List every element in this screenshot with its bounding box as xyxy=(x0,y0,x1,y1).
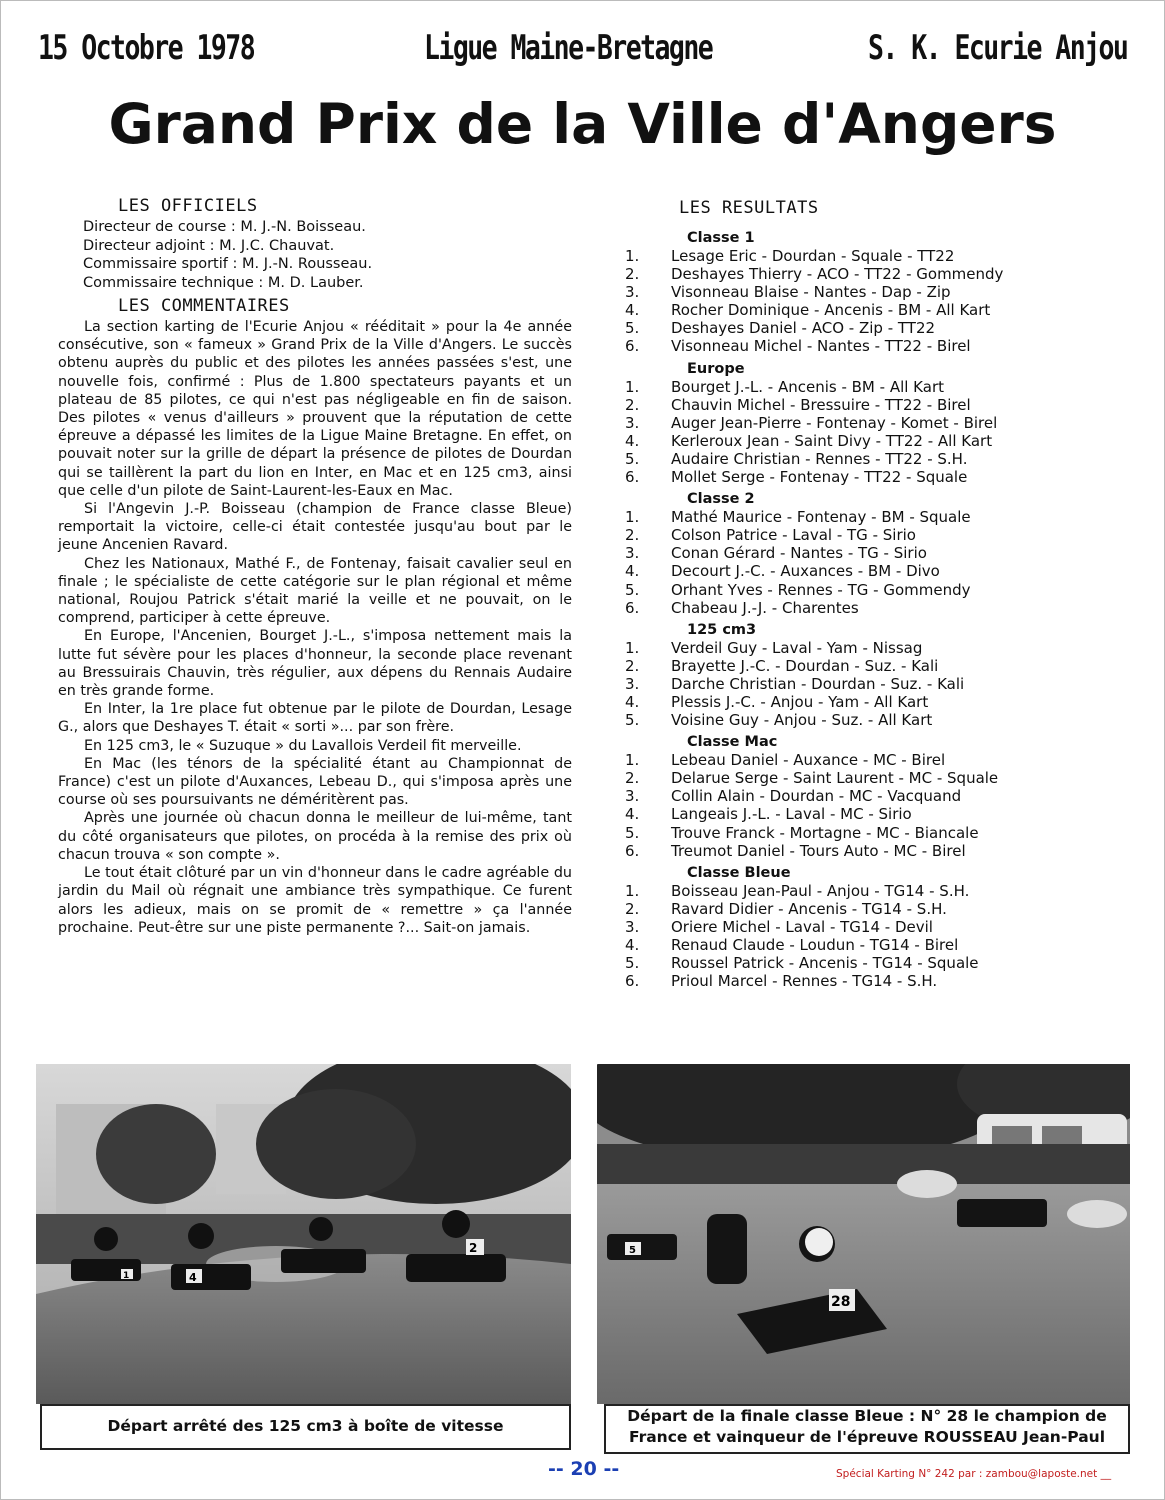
result-row xyxy=(625,824,1095,842)
result-row xyxy=(625,301,1095,319)
result-rank: 4. xyxy=(625,805,640,824)
kart-number: 4 xyxy=(189,1271,197,1284)
result-row xyxy=(625,396,1095,414)
result-entry: Kerleroux Jean - Saint Divy - TT22 - All Kart xyxy=(671,431,993,450)
result-entry: Trouve Franck - Mortagne - MC - Biancale xyxy=(671,823,979,842)
result-row xyxy=(625,693,1095,711)
result-row xyxy=(625,842,1095,860)
result-entry: Bourget J.-L. - Ancenis - BM - All Kart xyxy=(671,377,944,396)
caption-right: Départ de la finale classe Bleue : N° 28 le champion de France et vainqueur de l'épreuve ROUSSEAU Jean-Paul xyxy=(604,1404,1130,1454)
result-rank: 3. xyxy=(625,674,640,693)
comment-paragraph: Chez les Nationaux, Mathé F., de Fontenay, faisait cavalier seul en finale ; le spécialiste de cette catégorie sur le plan régional et même national, Roujou Patrick s'était marié la veille et ne pouvait, on le comprend, participer à cette épreuve. xyxy=(58,555,572,627)
result-row xyxy=(625,319,1095,337)
result-entry: Decourt J.-C. - Auxances - BM - Divo xyxy=(671,562,940,581)
result-entry: Visonneau Blaise - Nantes - Dap - Zip xyxy=(671,283,951,302)
result-entry: Collin Alain - Dourdan - MC - Vacquand xyxy=(671,787,962,806)
comment-paragraph: La section karting de l'Ecurie Anjou « rééditait » pour la 4e année consécutive, son « fameux » Grand Prix de la Ville d'Angers. Le succès obtenu auprès du public et des pilotes les années passées s'est, une nouvelle fois, confirmé : Plus de 1.800 spectateurs payants et un plateau de 85 pilotes, ce qui n'est pas négligeable en fin de saison. Des pilotes « venus d'ailleurs » prouvent que la réputation de cette épreuve a dépassé les limites de la Ligue Maine Bretagne. En effet, on pouvait noter sur la grille de départ la présence de pilotes de Dourdan qui se taillèrent la part du lion en Inter, en Mac et en 125 cm3, ainsi que celle d'un pilote de Saint-Laurent-les-Eaux en Mac. xyxy=(58,319,572,499)
result-rank: 1. xyxy=(625,638,640,657)
result-row xyxy=(625,432,1095,450)
result-row xyxy=(625,450,1095,468)
result-rank: 2. xyxy=(625,769,640,788)
result-row xyxy=(625,265,1095,283)
result-entry: Colson Patrice - Laval - TG - Sirio xyxy=(671,526,916,545)
result-row xyxy=(625,562,1095,580)
result-row xyxy=(625,337,1095,355)
result-entry: Delarue Serge - Saint Laurent - MC - Squale xyxy=(671,769,999,788)
result-row xyxy=(625,711,1095,729)
result-row xyxy=(625,247,1095,265)
result-entry: Brayette J.-C. - Dourdan - Suz. - Kali xyxy=(671,656,939,675)
result-rank: 3. xyxy=(625,413,640,432)
result-entry: Prioul Marcel - Rennes - TG14 - S.H. xyxy=(671,972,938,991)
result-entry: Orhant Yves - Rennes - TG - Gommendy xyxy=(671,580,971,599)
photo-125cc-illustration xyxy=(36,1064,571,1404)
comment-paragraph: Si l'Angevin J.-P. Boisseau (champion de France classe Bleue) remportait la victoire, celle-ci était contestée jusqu'au bout par le jeune Ancenien Ravard. xyxy=(58,501,572,554)
result-rank: 1. xyxy=(625,508,640,527)
result-entry: Darche Christian - Dourdan - Suz. - Kali xyxy=(671,674,965,693)
header-date: 15 Octobre 1978 xyxy=(38,28,255,68)
officials-line: Directeur de course : M. J.-N. Boisseau. xyxy=(83,219,366,235)
result-rank: 2. xyxy=(625,395,640,414)
result-entry: Lebeau Daniel - Auxance - MC - Birel xyxy=(671,751,946,770)
result-entry: Voisine Guy - Anjou - Suz. - All Kart xyxy=(671,711,933,730)
result-entry: Plessis J.-C. - Anjou - Yam - All Kart xyxy=(671,692,929,711)
result-entry: Ravard Didier - Ancenis - TG14 - S.H. xyxy=(671,899,947,918)
result-entry: Verdeil Guy - Laval - Yam - Nissag xyxy=(671,638,923,657)
result-rank: 4. xyxy=(625,936,640,954)
result-entry: Chauvin Michel - Bressuire - TT22 - Birel xyxy=(671,395,971,414)
result-rank: 5. xyxy=(625,823,640,842)
result-rank: 4. xyxy=(625,431,640,450)
result-rank: 1. xyxy=(625,247,640,265)
result-row xyxy=(625,581,1095,599)
result-rank: 5. xyxy=(625,319,640,338)
result-class-heading: Classe 2 xyxy=(687,491,755,508)
result-rank: 4. xyxy=(625,562,640,581)
result-rank: 5. xyxy=(625,711,640,730)
photo-bleue-illustration xyxy=(597,1064,1130,1404)
header-club: S. K. Ecurie Anjou xyxy=(868,28,1128,68)
result-rank: 1. xyxy=(625,881,640,900)
result-rank: 2. xyxy=(625,899,640,918)
result-entry: Lesage Eric - Dourdan - Squale - TT22 xyxy=(671,247,955,265)
result-row xyxy=(625,936,1095,954)
result-row xyxy=(625,751,1095,769)
result-row xyxy=(625,378,1095,396)
result-entry: Renaud Claude - Loudun - TG14 - Birel xyxy=(671,936,959,954)
result-entry: Treumot Daniel - Tours Auto - MC - Birel xyxy=(671,841,966,860)
comment-paragraph: Après une journée où chacun donna le meilleur de lui-même, tant du côté organisateurs que pilotes, on procéda à la remise des prix où chacun trouva « son compte ». xyxy=(58,810,572,863)
result-row xyxy=(625,769,1095,787)
result-rank: 4. xyxy=(625,692,640,711)
result-row xyxy=(625,900,1095,918)
result-class-heading: Classe Mac xyxy=(687,734,778,751)
result-entry: Roussel Patrick - Ancenis - TG14 - Squale xyxy=(671,954,979,973)
comment-paragraph: En Europe, l'Ancenien, Bourget J.-L., s'imposa nettement mais la lutte fut sévère pour les places d'honneur, la seconde place revenant au Bressuirais Chauvin, très régulier, aux dépens du Rennais Audaire en très grande forme. xyxy=(58,628,572,700)
comment-paragraph: En Mac (les ténors de la spécialité étant au Championnat de France) c'est un pilote d'Auxances, Lebeau D., qui s'imposa après une course où ses poursuivants ne déméritèrent pas. xyxy=(58,755,572,809)
article-title: Grand Prix de la Ville d'Angers xyxy=(108,92,1057,156)
result-entry: Rocher Dominique - Ancenis - BM - All Kart xyxy=(671,301,991,320)
comment-paragraph: Le tout était clôturé par un vin d'honneur dans le cadre agréable du jardin du Mail où régnait une ambiance très sympathique. Ce furent alors les adieux, mais on se promit de « remettre » ça l'année prochaine. Peut-être sur une piste permanente ?... Sait-on jamais. xyxy=(58,865,572,936)
result-row xyxy=(625,657,1095,675)
result-entry: Mollet Serge - Fontenay - TT22 - Squale xyxy=(671,468,968,487)
officials-list xyxy=(83,218,573,292)
result-row xyxy=(625,972,1095,990)
page-number: -- 20 -- xyxy=(548,1458,620,1480)
result-entry: Audaire Christian - Rennes - TT22 - S.H. xyxy=(671,449,968,468)
result-row xyxy=(625,954,1095,972)
result-class-heading: 125 cm3 xyxy=(687,621,757,638)
result-entry: Deshayes Daniel - ACO - Zip - TT22 xyxy=(671,319,936,338)
comment-paragraph: En 125 cm3, le « Suzuque » du Lavallois Verdeil fit merveille. xyxy=(84,737,522,754)
comment-paragraph: En Inter, la 1re place fut obtenue par le pilote de Dourdan, Lesage G., alors que Deshayes T. était « sorti »... par son frère. xyxy=(58,701,572,736)
result-rank: 3. xyxy=(625,283,640,302)
caption-left: Départ arrêté des 125 cm3 à boîte de vitesse xyxy=(40,1404,571,1450)
result-rank: 5. xyxy=(625,580,640,599)
result-rank: 2. xyxy=(625,265,640,284)
officials-heading: LES OFFICIELS xyxy=(118,196,258,216)
result-entry: Auger Jean-Pierre - Fontenay - Komet - Birel xyxy=(671,413,998,432)
result-rank: 4. xyxy=(625,301,640,320)
result-entry: Oriere Michel - Laval - TG14 - Devil xyxy=(671,917,933,936)
kart-number: 1 xyxy=(123,1271,130,1281)
result-rank: 3. xyxy=(625,917,640,936)
result-rank: 5. xyxy=(625,449,640,468)
comments-body xyxy=(58,318,572,937)
credit-line: Spécial Karting N° 242 par : zambou@laposte.net __ xyxy=(836,1468,1112,1480)
header-league: Ligue Maine-Bretagne xyxy=(424,28,713,68)
officials-line: Commissaire technique : M. D. Lauber. xyxy=(83,274,364,291)
photo-classe-bleue-start xyxy=(597,1064,1130,1404)
officials-line: Commissaire sportif : M. J.-N. Rousseau. xyxy=(83,256,373,272)
result-entry: Visonneau Michel - Nantes - TT22 - Birel xyxy=(671,337,971,356)
result-rank: 2. xyxy=(625,656,640,675)
result-rank: 5. xyxy=(625,954,640,973)
result-rank: 6. xyxy=(625,337,640,356)
result-rank: 6. xyxy=(625,972,640,991)
result-entry: Chabeau J.-J. - Charentes xyxy=(671,598,859,617)
result-entry: Conan Gérard - Nantes - TG - Sirio xyxy=(671,544,927,563)
result-row xyxy=(625,639,1095,657)
result-rank: 6. xyxy=(625,468,640,487)
result-rank: 3. xyxy=(625,787,640,806)
result-rank: 3. xyxy=(625,544,640,563)
result-row xyxy=(625,882,1095,900)
photo-125cc-start xyxy=(36,1064,571,1404)
result-class-heading: Classe Bleue xyxy=(687,864,791,881)
result-entry: Boisseau Jean-Paul - Anjou - TG14 - S.H. xyxy=(671,881,970,900)
result-rank: 6. xyxy=(625,841,640,860)
result-row xyxy=(625,526,1095,544)
officials-line: Directeur adjoint : M. J.C. Chauvat. xyxy=(83,237,335,254)
result-rank: 2. xyxy=(625,526,640,545)
result-row xyxy=(625,508,1095,526)
result-row xyxy=(625,918,1095,936)
result-row xyxy=(625,544,1095,562)
results-list xyxy=(625,229,1095,990)
result-row xyxy=(625,468,1095,486)
result-row xyxy=(625,414,1095,432)
comments-heading: LES COMMENTAIRES xyxy=(118,296,290,316)
result-class-heading: Classe 1 xyxy=(687,230,755,246)
result-row xyxy=(625,675,1095,693)
result-entry: Mathé Maurice - Fontenay - BM - Squale xyxy=(671,508,971,527)
kart-number: 5 xyxy=(629,1245,636,1256)
result-entry: Langeais J.-L. - Laval - MC - Sirio xyxy=(671,805,912,824)
result-rank: 6. xyxy=(625,598,640,617)
kart-number: 2 xyxy=(469,1241,478,1255)
results-heading: LES RESULTATS xyxy=(679,198,819,218)
result-rank: 1. xyxy=(625,377,640,396)
result-row xyxy=(625,805,1095,823)
result-entry: Deshayes Thierry - ACO - TT22 - Gommendy xyxy=(671,265,1004,284)
result-row xyxy=(625,787,1095,805)
result-class-heading: Europe xyxy=(687,360,745,377)
result-row xyxy=(625,599,1095,617)
result-rank: 1. xyxy=(625,751,640,770)
result-row xyxy=(625,283,1095,301)
kart-number: 28 xyxy=(831,1294,851,1310)
